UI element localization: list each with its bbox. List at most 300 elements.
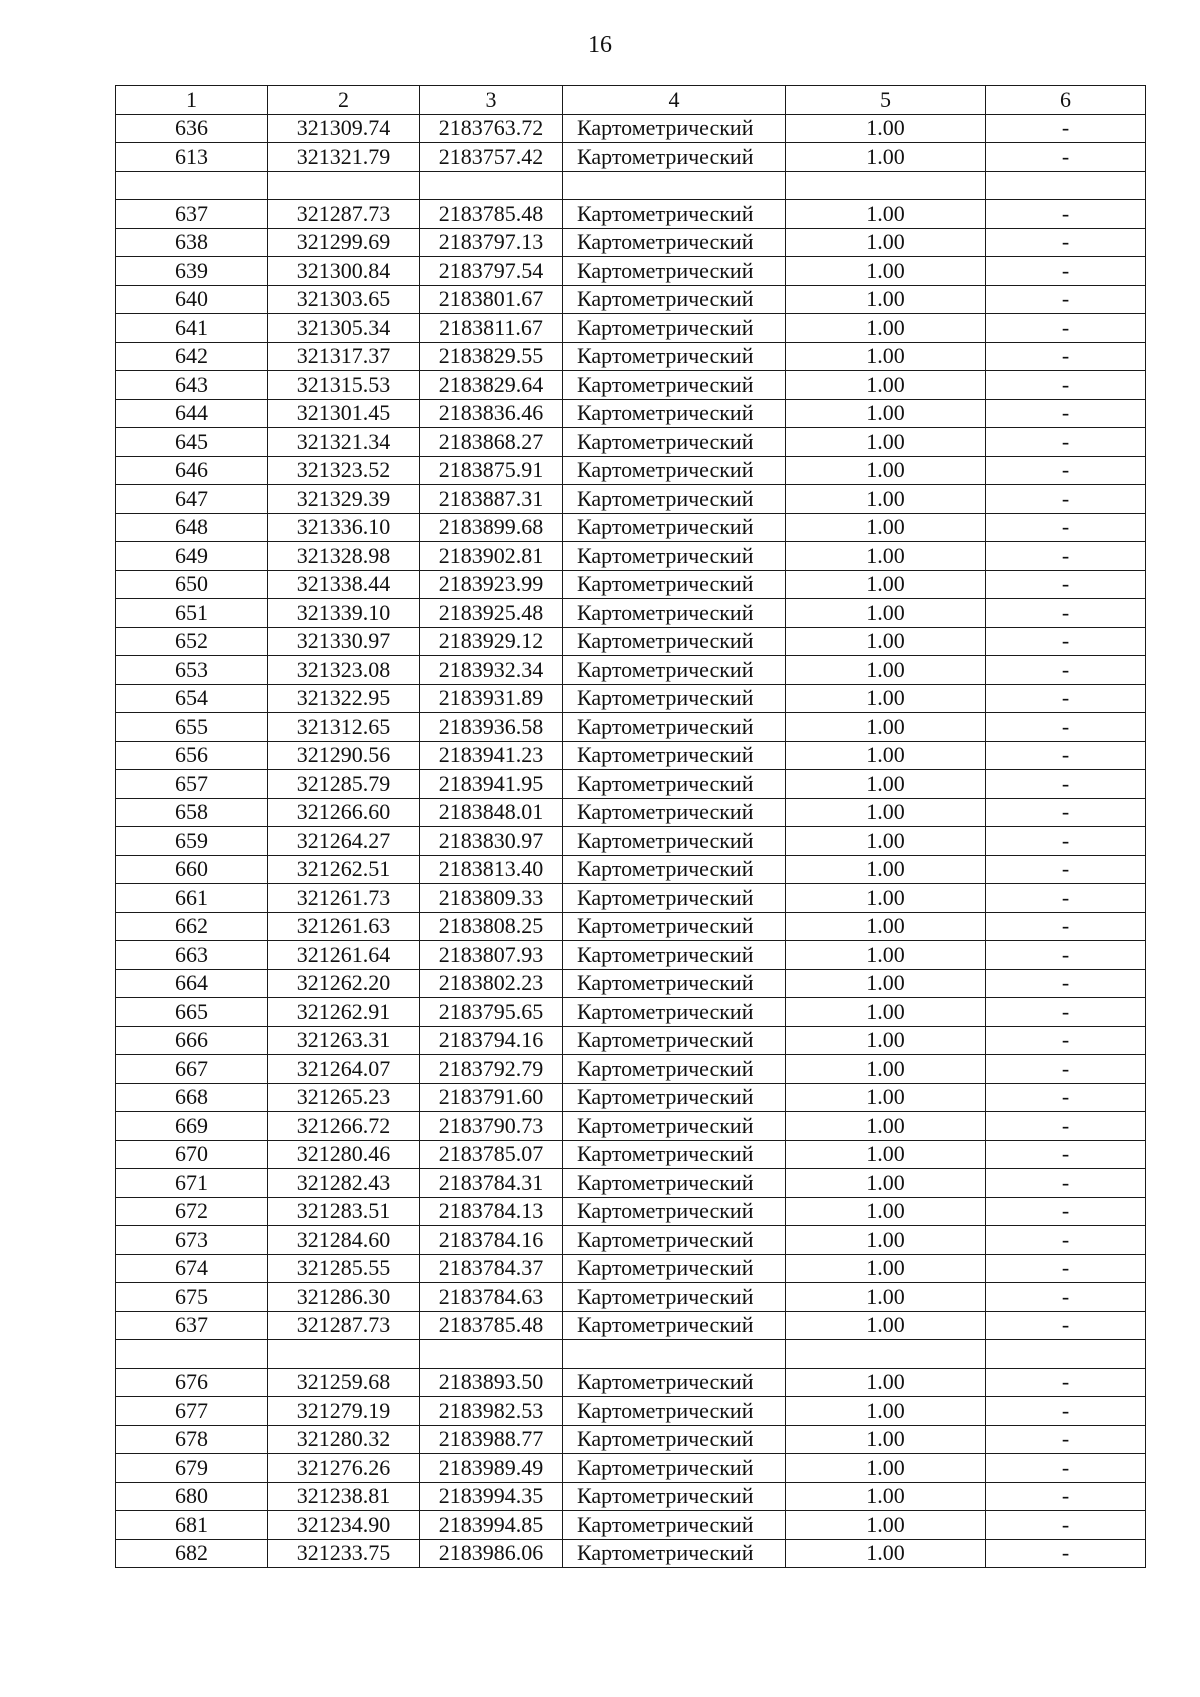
y-coordinate-cell: 2183848.01 (420, 798, 563, 827)
x-coordinate-cell: 321262.20 (268, 969, 420, 998)
accuracy-cell: 1.00 (786, 1140, 986, 1169)
method-cell (563, 171, 786, 200)
y-coordinate-cell: 2183785.48 (420, 200, 563, 229)
accuracy-cell: 1.00 (786, 855, 986, 884)
table-row (116, 941, 1146, 970)
note-cell: - (986, 1539, 1146, 1568)
y-coordinate-cell: 2183797.54 (420, 257, 563, 286)
table-row (116, 228, 1146, 257)
method-cell: Картометрический (563, 998, 786, 1027)
point-number-cell: 674 (116, 1254, 268, 1283)
point-number-cell: 656 (116, 741, 268, 770)
page-number: 16 (588, 32, 612, 58)
accuracy-cell: 1.00 (786, 200, 986, 229)
method-cell: Картометрический (563, 114, 786, 143)
y-coordinate-cell: 2183925.48 (420, 599, 563, 628)
point-number-cell: 667 (116, 1055, 268, 1084)
note-cell: - (986, 1112, 1146, 1141)
x-coordinate-cell: 321300.84 (268, 257, 420, 286)
x-coordinate-cell: 321276.26 (268, 1454, 420, 1483)
x-coordinate-cell (268, 1340, 420, 1369)
method-cell: Картометрический (563, 485, 786, 514)
method-cell: Картометрический (563, 314, 786, 343)
accuracy-cell: 1.00 (786, 314, 986, 343)
x-coordinate-cell: 321233.75 (268, 1539, 420, 1568)
accuracy-cell: 1.00 (786, 1482, 986, 1511)
method-cell: Картометрический (563, 1454, 786, 1483)
x-coordinate-cell: 321259.68 (268, 1368, 420, 1397)
note-cell: - (986, 428, 1146, 457)
point-number-cell: 670 (116, 1140, 268, 1169)
accuracy-cell: 1.00 (786, 1055, 986, 1084)
point-number-cell: 641 (116, 314, 268, 343)
method-cell: Картометрический (563, 570, 786, 599)
y-coordinate-cell: 2183923.99 (420, 570, 563, 599)
accuracy-cell: 1.00 (786, 1425, 986, 1454)
accuracy-cell: 1.00 (786, 1283, 986, 1312)
method-cell: Картометрический (563, 399, 786, 428)
y-coordinate-cell: 2183801.67 (420, 285, 563, 314)
method-cell: Картометрический (563, 371, 786, 400)
accuracy-cell: 1.00 (786, 456, 986, 485)
y-coordinate-cell: 2183802.23 (420, 969, 563, 998)
point-number-cell: 636 (116, 114, 268, 143)
accuracy-cell: 1.00 (786, 1197, 986, 1226)
table-row (116, 342, 1146, 371)
note-cell: - (986, 741, 1146, 770)
method-cell (563, 1340, 786, 1369)
accuracy-cell: 1.00 (786, 257, 986, 286)
point-number-cell: 651 (116, 599, 268, 628)
note-cell: - (986, 941, 1146, 970)
table-row (116, 371, 1146, 400)
y-coordinate-cell: 2183887.31 (420, 485, 563, 514)
point-number-cell: 665 (116, 998, 268, 1027)
point-number-cell: 642 (116, 342, 268, 371)
table-row (116, 1112, 1146, 1141)
method-cell: Картометрический (563, 1112, 786, 1141)
x-coordinate-cell: 321317.37 (268, 342, 420, 371)
table-row (116, 798, 1146, 827)
y-coordinate-cell: 2183931.89 (420, 684, 563, 713)
note-cell: - (986, 1311, 1146, 1340)
note-cell: - (986, 798, 1146, 827)
point-number-cell: 673 (116, 1226, 268, 1255)
note-cell: - (986, 627, 1146, 656)
x-coordinate-cell: 321315.53 (268, 371, 420, 400)
table-row (116, 741, 1146, 770)
table-row (116, 1511, 1146, 1540)
point-number-cell: 662 (116, 912, 268, 941)
point-number-cell: 655 (116, 713, 268, 742)
table-body (116, 114, 1146, 1568)
method-cell: Картометрический (563, 1311, 786, 1340)
point-number-cell: 648 (116, 513, 268, 542)
method-cell: Картометрический (563, 428, 786, 457)
y-coordinate-cell: 2183936.58 (420, 713, 563, 742)
table-row (116, 456, 1146, 485)
y-coordinate-cell: 2183757.42 (420, 143, 563, 172)
column-header-5: 5 (786, 86, 986, 115)
table-row (116, 1226, 1146, 1255)
point-number-cell: 658 (116, 798, 268, 827)
point-number-cell: 660 (116, 855, 268, 884)
method-cell: Картометрический (563, 1083, 786, 1112)
accuracy-cell: 1.00 (786, 912, 986, 941)
note-cell: - (986, 969, 1146, 998)
accuracy-cell: 1.00 (786, 941, 986, 970)
x-coordinate-cell: 321262.51 (268, 855, 420, 884)
header-row (116, 86, 1146, 115)
method-cell: Картометрический (563, 513, 786, 542)
table-row (116, 314, 1146, 343)
table-row (116, 257, 1146, 286)
x-coordinate-cell: 321286.30 (268, 1283, 420, 1312)
note-cell: - (986, 1169, 1146, 1198)
accuracy-cell: 1.00 (786, 1454, 986, 1483)
point-number-cell: 653 (116, 656, 268, 685)
accuracy-cell: 1.00 (786, 656, 986, 685)
x-coordinate-cell: 321287.73 (268, 200, 420, 229)
x-coordinate-cell: 321285.55 (268, 1254, 420, 1283)
table-row (116, 399, 1146, 428)
accuracy-cell: 1.00 (786, 998, 986, 1027)
method-cell: Картометрический (563, 684, 786, 713)
y-coordinate-cell: 2183807.93 (420, 941, 563, 970)
x-coordinate-cell: 321301.45 (268, 399, 420, 428)
method-cell: Картометрический (563, 1254, 786, 1283)
y-coordinate-cell: 2183829.64 (420, 371, 563, 400)
accuracy-cell: 1.00 (786, 741, 986, 770)
accuracy-cell: 1.00 (786, 1511, 986, 1540)
note-cell: - (986, 143, 1146, 172)
x-coordinate-cell: 321312.65 (268, 713, 420, 742)
y-coordinate-cell: 2183830.97 (420, 827, 563, 856)
y-coordinate-cell: 2183797.13 (420, 228, 563, 257)
accuracy-cell: 1.00 (786, 570, 986, 599)
point-number-cell: 675 (116, 1283, 268, 1312)
method-cell: Картометрический (563, 713, 786, 742)
note-cell: - (986, 1397, 1146, 1426)
x-coordinate-cell: 321262.91 (268, 998, 420, 1027)
note-cell: - (986, 200, 1146, 229)
x-coordinate-cell (268, 171, 420, 200)
y-coordinate-cell: 2183941.23 (420, 741, 563, 770)
accuracy-cell: 1.00 (786, 143, 986, 172)
method-cell: Картометрический (563, 1197, 786, 1226)
method-cell: Картометрический (563, 228, 786, 257)
column-header-3: 3 (420, 86, 563, 115)
note-cell: - (986, 713, 1146, 742)
note-cell: - (986, 912, 1146, 941)
note-cell: - (986, 1254, 1146, 1283)
note-cell: - (986, 1197, 1146, 1226)
method-cell: Картометрический (563, 770, 786, 799)
method-cell: Картометрический (563, 1026, 786, 1055)
y-coordinate-cell: 2183784.63 (420, 1283, 563, 1312)
point-number-cell: 666 (116, 1026, 268, 1055)
note-cell: - (986, 770, 1146, 799)
note-cell: - (986, 1140, 1146, 1169)
y-coordinate-cell: 2183784.31 (420, 1169, 563, 1198)
y-coordinate-cell: 2183994.85 (420, 1511, 563, 1540)
accuracy-cell: 1.00 (786, 542, 986, 571)
note-cell: - (986, 257, 1146, 286)
note-cell: - (986, 1226, 1146, 1255)
method-cell: Картометрический (563, 542, 786, 571)
point-number-cell: 644 (116, 399, 268, 428)
y-coordinate-cell: 2183932.34 (420, 656, 563, 685)
accuracy-cell: 1.00 (786, 969, 986, 998)
table-row (116, 656, 1146, 685)
note-cell: - (986, 513, 1146, 542)
point-number-cell: 637 (116, 200, 268, 229)
accuracy-cell: 1.00 (786, 513, 986, 542)
table-row (116, 998, 1146, 1027)
point-number-cell: 678 (116, 1425, 268, 1454)
point-number-cell: 682 (116, 1539, 268, 1568)
accuracy-cell (786, 1340, 986, 1369)
table-row (116, 1425, 1146, 1454)
accuracy-cell: 1.00 (786, 1083, 986, 1112)
point-number-cell: 652 (116, 627, 268, 656)
point-number-cell: 680 (116, 1482, 268, 1511)
accuracy-cell: 1.00 (786, 114, 986, 143)
point-number-cell: 650 (116, 570, 268, 599)
accuracy-cell: 1.00 (786, 342, 986, 371)
accuracy-cell: 1.00 (786, 285, 986, 314)
y-coordinate-cell: 2183929.12 (420, 627, 563, 656)
table-row (116, 1454, 1146, 1483)
point-number-cell: 679 (116, 1454, 268, 1483)
x-coordinate-cell: 321336.10 (268, 513, 420, 542)
method-cell: Картометрический (563, 1425, 786, 1454)
table-header (116, 86, 1146, 115)
x-coordinate-cell: 321339.10 (268, 599, 420, 628)
y-coordinate-cell: 2183792.79 (420, 1055, 563, 1084)
table-row (116, 200, 1146, 229)
point-number-cell: 637 (116, 1311, 268, 1340)
point-number-cell: 640 (116, 285, 268, 314)
table-row (116, 1368, 1146, 1397)
y-coordinate-cell: 2183836.46 (420, 399, 563, 428)
note-cell: - (986, 1511, 1146, 1540)
x-coordinate-cell: 321261.63 (268, 912, 420, 941)
table-row (116, 428, 1146, 457)
y-coordinate-cell: 2183785.07 (420, 1140, 563, 1169)
x-coordinate-cell: 321321.79 (268, 143, 420, 172)
note-cell: - (986, 228, 1146, 257)
x-coordinate-cell: 321265.23 (268, 1083, 420, 1112)
accuracy-cell: 1.00 (786, 485, 986, 514)
method-cell: Картометрический (563, 1397, 786, 1426)
accuracy-cell: 1.00 (786, 798, 986, 827)
method-cell: Картометрический (563, 1283, 786, 1312)
x-coordinate-cell: 321309.74 (268, 114, 420, 143)
y-coordinate-cell: 2183790.73 (420, 1112, 563, 1141)
note-cell: - (986, 1026, 1146, 1055)
point-number-cell: 649 (116, 542, 268, 571)
table-row (116, 1140, 1146, 1169)
y-coordinate-cell: 2183794.16 (420, 1026, 563, 1055)
column-header-2: 2 (268, 86, 420, 115)
y-coordinate-cell: 2183902.81 (420, 542, 563, 571)
coordinates-table (115, 85, 1146, 1568)
table-row (116, 570, 1146, 599)
method-cell: Картометрический (563, 969, 786, 998)
note-cell: - (986, 342, 1146, 371)
accuracy-cell: 1.00 (786, 1397, 986, 1426)
x-coordinate-cell: 321321.34 (268, 428, 420, 457)
point-number-cell: 638 (116, 228, 268, 257)
column-header-6: 6 (986, 86, 1146, 115)
x-coordinate-cell: 321279.19 (268, 1397, 420, 1426)
note-cell: - (986, 456, 1146, 485)
point-number-cell: 661 (116, 884, 268, 913)
x-coordinate-cell: 321266.60 (268, 798, 420, 827)
method-cell: Картометрический (563, 1169, 786, 1198)
accuracy-cell: 1.00 (786, 770, 986, 799)
accuracy-cell: 1.00 (786, 371, 986, 400)
y-coordinate-cell: 2183795.65 (420, 998, 563, 1027)
accuracy-cell: 1.00 (786, 684, 986, 713)
table-row (116, 627, 1146, 656)
point-number-cell: 671 (116, 1169, 268, 1198)
method-cell: Картометрический (563, 912, 786, 941)
accuracy-cell (786, 171, 986, 200)
x-coordinate-cell: 321290.56 (268, 741, 420, 770)
y-coordinate-cell: 2183791.60 (420, 1083, 563, 1112)
accuracy-cell: 1.00 (786, 1368, 986, 1397)
table-row (116, 1083, 1146, 1112)
table-row (116, 969, 1146, 998)
method-cell: Картометрический (563, 200, 786, 229)
note-cell: - (986, 684, 1146, 713)
table-row (116, 485, 1146, 514)
method-cell: Картометрический (563, 884, 786, 913)
table-row (116, 143, 1146, 172)
x-coordinate-cell: 321303.65 (268, 285, 420, 314)
method-cell: Картометрический (563, 827, 786, 856)
accuracy-cell: 1.00 (786, 627, 986, 656)
y-coordinate-cell: 2183763.72 (420, 114, 563, 143)
table-row (116, 1283, 1146, 1312)
note-cell: - (986, 371, 1146, 400)
x-coordinate-cell: 321283.51 (268, 1197, 420, 1226)
accuracy-cell: 1.00 (786, 1112, 986, 1141)
point-number-cell: 664 (116, 969, 268, 998)
accuracy-cell: 1.00 (786, 428, 986, 457)
table-row (116, 1254, 1146, 1283)
table-row (116, 1197, 1146, 1226)
x-coordinate-cell: 321323.52 (268, 456, 420, 485)
x-coordinate-cell: 321338.44 (268, 570, 420, 599)
table-row (116, 1482, 1146, 1511)
y-coordinate-cell: 2183875.91 (420, 456, 563, 485)
method-cell: Картометрический (563, 741, 786, 770)
table-row (116, 1026, 1146, 1055)
note-cell (986, 1340, 1146, 1369)
table-row (116, 171, 1146, 200)
point-number-cell: 676 (116, 1368, 268, 1397)
x-coordinate-cell: 321234.90 (268, 1511, 420, 1540)
note-cell: - (986, 884, 1146, 913)
y-coordinate-cell: 2183899.68 (420, 513, 563, 542)
y-coordinate-cell: 2183784.37 (420, 1254, 563, 1283)
note-cell: - (986, 1482, 1146, 1511)
method-cell: Картометрический (563, 285, 786, 314)
table-row (116, 684, 1146, 713)
note-cell: - (986, 399, 1146, 428)
x-coordinate-cell: 321264.27 (268, 827, 420, 856)
point-number-cell: 669 (116, 1112, 268, 1141)
table-row (116, 599, 1146, 628)
point-number-cell: 647 (116, 485, 268, 514)
y-coordinate-cell: 2183813.40 (420, 855, 563, 884)
table-row (116, 1340, 1146, 1369)
method-cell: Картометрический (563, 599, 786, 628)
note-cell: - (986, 599, 1146, 628)
point-number-cell: 663 (116, 941, 268, 970)
note-cell: - (986, 1083, 1146, 1112)
x-coordinate-cell: 321261.73 (268, 884, 420, 913)
column-header-4: 4 (563, 86, 786, 115)
y-coordinate-cell: 2183988.77 (420, 1425, 563, 1454)
table-row (116, 884, 1146, 913)
table-row (116, 285, 1146, 314)
accuracy-cell: 1.00 (786, 1026, 986, 1055)
table-row (116, 1397, 1146, 1426)
method-cell: Картометрический (563, 1226, 786, 1255)
note-cell: - (986, 1454, 1146, 1483)
accuracy-cell: 1.00 (786, 1539, 986, 1568)
x-coordinate-cell: 321263.31 (268, 1026, 420, 1055)
table-row (116, 855, 1146, 884)
y-coordinate-cell: 2183893.50 (420, 1368, 563, 1397)
table-row (116, 1169, 1146, 1198)
method-cell: Картометрический (563, 1482, 786, 1511)
accuracy-cell: 1.00 (786, 1169, 986, 1198)
method-cell: Картометрический (563, 456, 786, 485)
note-cell: - (986, 314, 1146, 343)
y-coordinate-cell: 2183784.16 (420, 1226, 563, 1255)
x-coordinate-cell: 321328.98 (268, 542, 420, 571)
table-row (116, 1539, 1146, 1568)
accuracy-cell: 1.00 (786, 1226, 986, 1255)
note-cell: - (986, 1368, 1146, 1397)
point-number-cell: 657 (116, 770, 268, 799)
accuracy-cell: 1.00 (786, 827, 986, 856)
point-number-cell: 613 (116, 143, 268, 172)
y-coordinate-cell: 2183785.48 (420, 1311, 563, 1340)
table-row (116, 713, 1146, 742)
table-row (116, 1311, 1146, 1340)
y-coordinate-cell: 2183941.95 (420, 770, 563, 799)
method-cell: Картометрический (563, 941, 786, 970)
accuracy-cell: 1.00 (786, 228, 986, 257)
note-cell: - (986, 285, 1146, 314)
x-coordinate-cell: 321238.81 (268, 1482, 420, 1511)
table-row (116, 1055, 1146, 1084)
accuracy-cell: 1.00 (786, 713, 986, 742)
note-cell: - (986, 1425, 1146, 1454)
x-coordinate-cell: 321261.64 (268, 941, 420, 970)
x-coordinate-cell: 321264.07 (268, 1055, 420, 1084)
method-cell: Картометрический (563, 1055, 786, 1084)
table-row (116, 114, 1146, 143)
table-row (116, 827, 1146, 856)
method-cell: Картометрический (563, 1511, 786, 1540)
